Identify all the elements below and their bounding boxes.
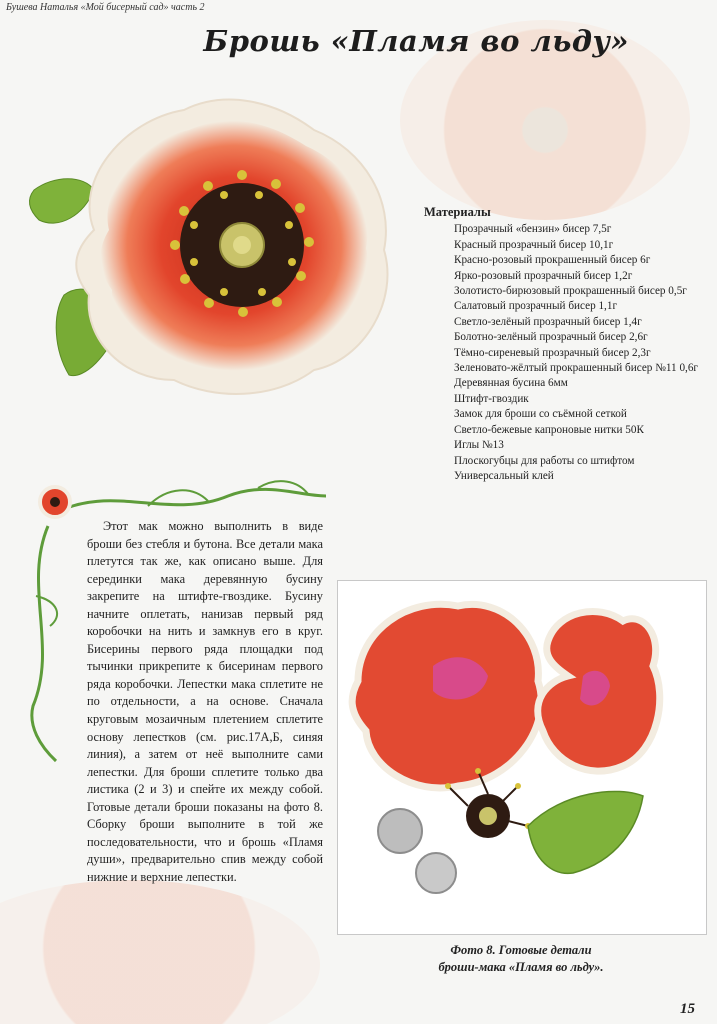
material-item: Прозрачный «бензин» бисер 7,5г [454,223,612,236]
page-title: Брошь «Пламя во льду» [203,24,629,58]
material-item: Золотисто-бирюзовый прокрашенный бисер 0,5г [454,285,687,298]
material-item: Замок для броши со съёмной сеткой [454,408,627,421]
materials-heading: Материалы [424,205,491,219]
material-item: Иглы №13 [454,439,504,452]
material-item: Штифт-гвоздик [454,392,529,405]
material-item: Деревянная бусина 6мм [454,377,568,390]
material-item: Ярко-розовый прозрачный бисер 1,2г [454,269,633,282]
caption-line-1: Фото 8. Готовые детали [450,943,592,957]
material-item: Светло-зелёный прозрачный бисер 1,4г [454,315,642,328]
photo-caption [356,942,686,975]
material-item: Светло-бежевые капроновые нитки 50К [454,423,644,436]
brooch-parts-photo [338,581,706,934]
poppy-brooch-photo [14,80,419,410]
material-item: Плоскогубцы для работы со штифтом [454,454,635,467]
background-poppy-bottom-left [0,880,320,1024]
brooch-clasp-plate-1 [378,809,422,853]
page-number: 15 [680,1001,695,1017]
material-item: Салатовый прозрачный бисер 1,1г [454,300,618,313]
material-item: Тёмно-сиреневый прозрачный бисер 2,3г [454,346,651,359]
caption-line-2: броши-мака «Пламя во льду». [438,959,604,974]
running-head: Бушева Наталья «Мой бисерный сад» часть 2 [6,2,205,13]
material-item: Зеленовато-жёлтый прокрашенный бисер №11 0,6г [454,362,699,375]
leaf-piece [528,791,643,873]
body-paragraph: Этот мак можно выполнить в виде броши без стебля и бутона. Все детали мака плетутся так же, как описано выше. Для серединки мака деревянную бусину закрепите на штифте-гвоздике. Бусину начните оплетать, нанизав первый ряд коробочки на нить и замкнув его в круг. Бисерины первого ряда площадки под тычинки прикрепите к бисеринам первого ряда коробочки. Лепестки мака сплетите не по отдельности, а на основе. Сначала круговым мозаичным плетением сплетите основу лепестков (см. рис.17А,Б, синяя линия), а затем от неё выполните сами лепестки. Для броши сплетите только два листика (2 и 3) и спейте их между собой. Готовые детали броши показаны на фото 8. Сборку броши выполните в той же последовательности, что и брошь «Пламя души», предварительно спив между собой нижние и верхние лепестки. [87,519,323,884]
brooch-clasp-plate-2 [416,853,456,893]
leaf-left [29,179,94,223]
materials-list [424,205,714,484]
material-item: Красный прозрачный бисер 10,1г [454,238,614,251]
material-item: Болотно-зелёный прозрачный бисер 2,6г [454,331,648,344]
material-item: Красно-розовый прокрашенный бисер 6г [454,254,651,267]
material-item: Универсальный клей [454,469,554,482]
parts-photo-frame [337,580,707,935]
